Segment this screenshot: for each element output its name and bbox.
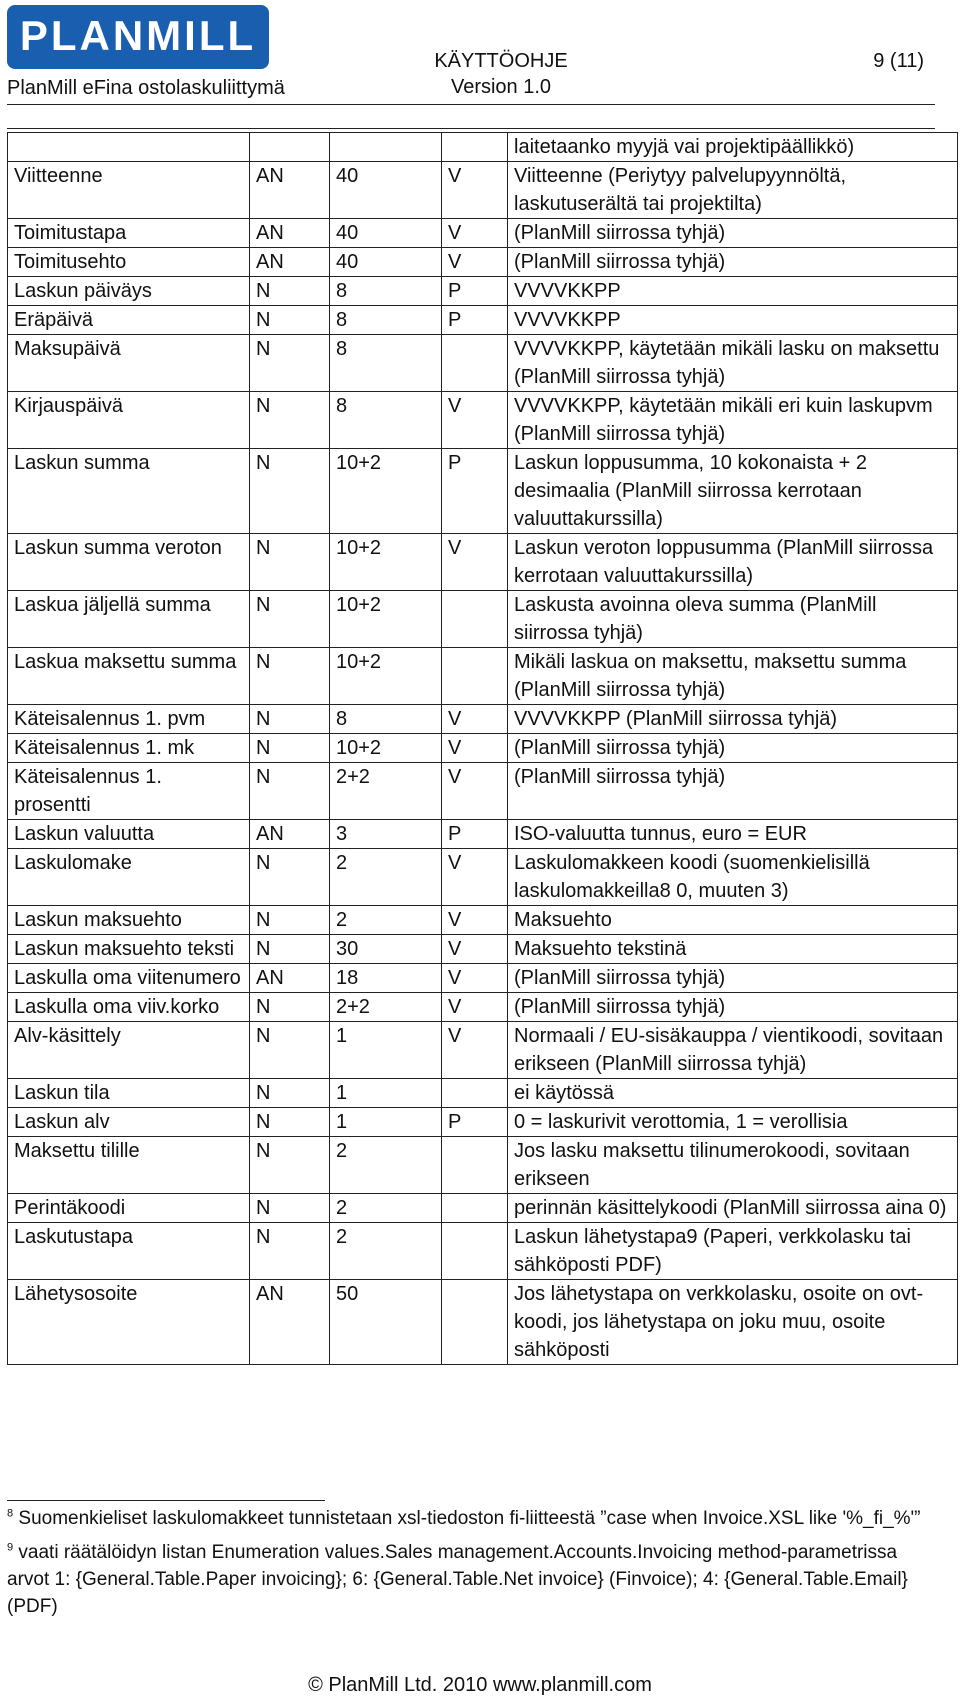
field-spec-table-wrapper bbox=[7, 132, 957, 1365]
table-cell: Normaali / EU-sisäkauppa / vientikoodi, sovitaan erikseen (PlanMill siirrossa tyhjä) bbox=[508, 1022, 958, 1079]
table-cell: 40 bbox=[330, 162, 442, 219]
table-row bbox=[8, 906, 958, 935]
table-cell: 2+2 bbox=[330, 993, 442, 1022]
table-cell: N bbox=[250, 906, 330, 935]
table-cell: 3 bbox=[330, 820, 442, 849]
version-label: Version 1.0 bbox=[450, 76, 552, 98]
table-row bbox=[8, 705, 958, 734]
planmill-logo bbox=[7, 5, 269, 69]
table-cell: AN bbox=[250, 219, 330, 248]
table-cell: Laskun päiväys bbox=[8, 277, 250, 306]
field-spec-table-body bbox=[8, 133, 958, 1365]
table-cell: Laskun summa veroton bbox=[8, 534, 250, 591]
table-cell: Maksupäivä bbox=[8, 335, 250, 392]
table-cell bbox=[250, 133, 330, 162]
table-row bbox=[8, 591, 958, 648]
table-cell: N bbox=[250, 734, 330, 763]
table-cell: N bbox=[250, 763, 330, 820]
table-cell: 8 bbox=[330, 335, 442, 392]
table-cell: P bbox=[442, 820, 508, 849]
table-cell: 50 bbox=[330, 1280, 442, 1365]
table-cell: N bbox=[250, 449, 330, 534]
table-cell: VVVVKKPP (PlanMill siirrossa tyhjä) bbox=[508, 705, 958, 734]
table-cell: Laskua maksettu summa bbox=[8, 648, 250, 705]
table-cell: V bbox=[442, 1022, 508, 1079]
table-cell: Viitteenne (Periytyy palvelupyynnöltä, laskutuserältä tai projektilta) bbox=[508, 162, 958, 219]
table-cell: 1 bbox=[330, 1022, 442, 1079]
table-row bbox=[8, 1079, 958, 1108]
footnote-number: 9 bbox=[7, 1541, 14, 1554]
table-cell: V bbox=[442, 392, 508, 449]
table-cell: Laskun lähetystapa9 (Paperi, verkkolasku tai sähköposti PDF) bbox=[508, 1223, 958, 1280]
table-cell: Laskun loppusumma, 10 kokonaista + 2 desimaalia (PlanMill siirrossa kerrotaan valuuttakurssilla) bbox=[508, 449, 958, 534]
table-cell: V bbox=[442, 248, 508, 277]
table-cell: 8 bbox=[330, 277, 442, 306]
table-cell: Laskulla oma viitenumero bbox=[8, 964, 250, 993]
table-cell: Laskun veroton loppusumma (PlanMill siirrossa kerrotaan valuuttakurssilla) bbox=[508, 534, 958, 591]
table-cell: AN bbox=[250, 964, 330, 993]
document-header-center bbox=[426, 48, 576, 100]
table-cell: AN bbox=[250, 1280, 330, 1365]
table-cell: N bbox=[250, 849, 330, 906]
table-row bbox=[8, 734, 958, 763]
table-row bbox=[8, 449, 958, 534]
table-cell: (PlanMill siirrossa tyhjä) bbox=[508, 993, 958, 1022]
table-row bbox=[8, 162, 958, 219]
table-cell bbox=[442, 1079, 508, 1108]
table-cell: N bbox=[250, 591, 330, 648]
table-row bbox=[8, 1137, 958, 1194]
table-cell: V bbox=[442, 763, 508, 820]
table-cell: Maksuehto bbox=[508, 906, 958, 935]
table-cell: 2 bbox=[330, 1223, 442, 1280]
table-cell: laitetaanko myyjä vai projektipäällikkö) bbox=[508, 133, 958, 162]
table-cell: Kirjauspäivä bbox=[8, 392, 250, 449]
table-cell: N bbox=[250, 1108, 330, 1137]
table-row bbox=[8, 964, 958, 993]
table-cell: N bbox=[250, 1194, 330, 1223]
table-cell: Jos lähetystapa on verkkolasku, osoite on ovt-koodi, jos lähetystapa on joku muu, osoite sähköposti bbox=[508, 1280, 958, 1365]
table-cell: V bbox=[442, 964, 508, 993]
table-cell: ei käytössä bbox=[508, 1079, 958, 1108]
table-cell: AN bbox=[250, 162, 330, 219]
table-row bbox=[8, 1280, 958, 1365]
table-cell: (PlanMill siirrossa tyhjä) bbox=[508, 248, 958, 277]
table-row bbox=[8, 248, 958, 277]
table-cell: Käteisalennus 1. prosentti bbox=[8, 763, 250, 820]
table-cell: Maksuehto tekstinä bbox=[508, 935, 958, 964]
table-cell: P bbox=[442, 449, 508, 534]
table-cell: N bbox=[250, 534, 330, 591]
table-row bbox=[8, 763, 958, 820]
table-cell bbox=[442, 133, 508, 162]
table-cell: 2+2 bbox=[330, 763, 442, 820]
table-cell bbox=[8, 133, 250, 162]
table-cell: Toimitustapa bbox=[8, 219, 250, 248]
table-cell: 30 bbox=[330, 935, 442, 964]
table-cell: Lähetysosoite bbox=[8, 1280, 250, 1365]
table-cell: 10+2 bbox=[330, 534, 442, 591]
footnote-8 bbox=[7, 1505, 937, 1532]
manual-label: KÄYTTÖOHJE bbox=[434, 50, 568, 72]
footnote-number: 8 bbox=[7, 1507, 14, 1520]
table-cell: ISO-valuutta tunnus, euro = EUR bbox=[508, 820, 958, 849]
table-cell: N bbox=[250, 1223, 330, 1280]
table-row bbox=[8, 219, 958, 248]
table-row bbox=[8, 534, 958, 591]
table-row bbox=[8, 306, 958, 335]
table-cell: 1 bbox=[330, 1108, 442, 1137]
table-cell: V bbox=[442, 935, 508, 964]
table-cell: Laskun maksuehto bbox=[8, 906, 250, 935]
page-footer: © PlanMill Ltd. 2010 www.planmill.com bbox=[308, 1674, 652, 1696]
table-row bbox=[8, 133, 958, 162]
table-cell: 8 bbox=[330, 705, 442, 734]
footnote-text: vaati räätälöidyn listan Enumeration values.Sales management.Accounts.Invoicing method-parametrissa arvot 1: {General.Table.Paper invoicing}; 6: {General.Table.Net invoice} (Finvoice); 4: {General.Table.Email} (PDF) bbox=[7, 1542, 908, 1617]
table-cell: perinnän käsittelykoodi (PlanMill siirrossa aina 0) bbox=[508, 1194, 958, 1223]
table-cell: N bbox=[250, 335, 330, 392]
table-row bbox=[8, 1022, 958, 1079]
table-cell: Laskun maksuehto teksti bbox=[8, 935, 250, 964]
table-cell bbox=[442, 1194, 508, 1223]
table-cell: Toimitusehto bbox=[8, 248, 250, 277]
table-cell: V bbox=[442, 534, 508, 591]
footnote-9 bbox=[7, 1539, 937, 1620]
table-cell bbox=[442, 1137, 508, 1194]
table-cell: N bbox=[250, 935, 330, 964]
table-cell: (PlanMill siirrossa tyhjä) bbox=[508, 219, 958, 248]
table-cell: Maksettu tilille bbox=[8, 1137, 250, 1194]
table-cell: 0 = laskurivit verottomia, 1 = verollisia bbox=[508, 1108, 958, 1137]
table-cell: VVVVKKPP bbox=[508, 277, 958, 306]
page-number: 9 (11) bbox=[873, 50, 924, 72]
table-cell: Laskulomakkeen koodi (suomenkielisillä laskulomakkeilla8 0, muuten 3) bbox=[508, 849, 958, 906]
field-spec-table bbox=[7, 132, 958, 1365]
table-cell: Perintäkoodi bbox=[8, 1194, 250, 1223]
table-cell: P bbox=[442, 277, 508, 306]
table-row bbox=[8, 277, 958, 306]
table-row bbox=[8, 820, 958, 849]
table-cell: 8 bbox=[330, 392, 442, 449]
table-cell: 10+2 bbox=[330, 734, 442, 763]
table-row bbox=[8, 1108, 958, 1137]
table-cell: N bbox=[250, 1022, 330, 1079]
table-cell bbox=[330, 133, 442, 162]
table-cell: 40 bbox=[330, 219, 442, 248]
table-cell: (PlanMill siirrossa tyhjä) bbox=[508, 734, 958, 763]
table-cell: 2 bbox=[330, 1194, 442, 1223]
table-cell: N bbox=[250, 392, 330, 449]
table-cell: Laskun valuutta bbox=[8, 820, 250, 849]
page-header bbox=[0, 0, 960, 132]
table-cell: Viitteenne bbox=[8, 162, 250, 219]
table-cell: Mikäli laskua on maksettu, maksettu summa (PlanMill siirrossa tyhjä) bbox=[508, 648, 958, 705]
table-cell: Alv-käsittely bbox=[8, 1022, 250, 1079]
table-cell bbox=[442, 1223, 508, 1280]
table-row bbox=[8, 849, 958, 906]
table-cell: (PlanMill siirrossa tyhjä) bbox=[508, 964, 958, 993]
table-row bbox=[8, 648, 958, 705]
table-cell: Laskulomake bbox=[8, 849, 250, 906]
table-top-divider bbox=[7, 128, 935, 129]
table-cell: Laskun tila bbox=[8, 1079, 250, 1108]
header-divider bbox=[7, 104, 935, 105]
table-cell: (PlanMill siirrossa tyhjä) bbox=[508, 763, 958, 820]
table-cell: AN bbox=[250, 820, 330, 849]
table-row bbox=[8, 1194, 958, 1223]
table-cell: 2 bbox=[330, 1137, 442, 1194]
document-title: PlanMill eFina ostolaskuliittymä bbox=[7, 77, 285, 99]
table-cell: V bbox=[442, 734, 508, 763]
table-cell: Laskun summa bbox=[8, 449, 250, 534]
table-cell: Laskusta avoinna oleva summa (PlanMill siirrossa tyhjä) bbox=[508, 591, 958, 648]
table-cell: 2 bbox=[330, 906, 442, 935]
table-cell bbox=[442, 1280, 508, 1365]
table-cell: V bbox=[442, 906, 508, 935]
table-cell: P bbox=[442, 306, 508, 335]
table-cell: P bbox=[442, 1108, 508, 1137]
table-cell: 18 bbox=[330, 964, 442, 993]
table-cell: 8 bbox=[330, 306, 442, 335]
footnotes bbox=[7, 1505, 937, 1627]
table-cell bbox=[442, 648, 508, 705]
table-cell: V bbox=[442, 219, 508, 248]
table-cell: 40 bbox=[330, 248, 442, 277]
table-cell: Käteisalennus 1. mk bbox=[8, 734, 250, 763]
table-cell: N bbox=[250, 648, 330, 705]
table-row bbox=[8, 392, 958, 449]
table-row bbox=[8, 1223, 958, 1280]
table-cell: Käteisalennus 1. pvm bbox=[8, 705, 250, 734]
table-cell: Laskulla oma viiv.korko bbox=[8, 993, 250, 1022]
table-cell: N bbox=[250, 306, 330, 335]
table-cell: Eräpäivä bbox=[8, 306, 250, 335]
table-row bbox=[8, 935, 958, 964]
table-cell bbox=[442, 591, 508, 648]
table-cell: 1 bbox=[330, 1079, 442, 1108]
table-cell: 10+2 bbox=[330, 449, 442, 534]
table-cell: Jos lasku maksettu tilinumerokoodi, sovitaan erikseen bbox=[508, 1137, 958, 1194]
table-cell: 10+2 bbox=[330, 648, 442, 705]
table-row bbox=[8, 335, 958, 392]
table-cell: VVVVKKPP, käytetään mikäli eri kuin laskupvm (PlanMill siirrossa tyhjä) bbox=[508, 392, 958, 449]
table-cell: N bbox=[250, 1079, 330, 1108]
footnote-text: Suomenkieliset laskulomakkeet tunnistetaan xsl-tiedoston fi-liitteestä ”case when Invoice.XSL like '%_fi_%'” bbox=[18, 1508, 921, 1529]
table-cell: N bbox=[250, 277, 330, 306]
table-cell: VVVVKKPP, käytetään mikäli lasku on maksettu (PlanMill siirrossa tyhjä) bbox=[508, 335, 958, 392]
table-cell: V bbox=[442, 993, 508, 1022]
table-row bbox=[8, 993, 958, 1022]
footnote-divider bbox=[7, 1500, 325, 1501]
table-cell: V bbox=[442, 162, 508, 219]
logo-text: PLANMILL bbox=[19, 12, 257, 59]
table-cell: Laskun alv bbox=[8, 1108, 250, 1137]
table-cell bbox=[442, 335, 508, 392]
table-cell: N bbox=[250, 993, 330, 1022]
table-cell: 2 bbox=[330, 849, 442, 906]
table-cell: AN bbox=[250, 248, 330, 277]
table-cell: Laskutustapa bbox=[8, 1223, 250, 1280]
table-cell: V bbox=[442, 705, 508, 734]
table-cell: N bbox=[250, 705, 330, 734]
table-cell: Laskua jäljellä summa bbox=[8, 591, 250, 648]
table-cell: 10+2 bbox=[330, 591, 442, 648]
table-cell: V bbox=[442, 849, 508, 906]
table-cell: VVVVKKPP bbox=[508, 306, 958, 335]
table-cell: N bbox=[250, 1137, 330, 1194]
